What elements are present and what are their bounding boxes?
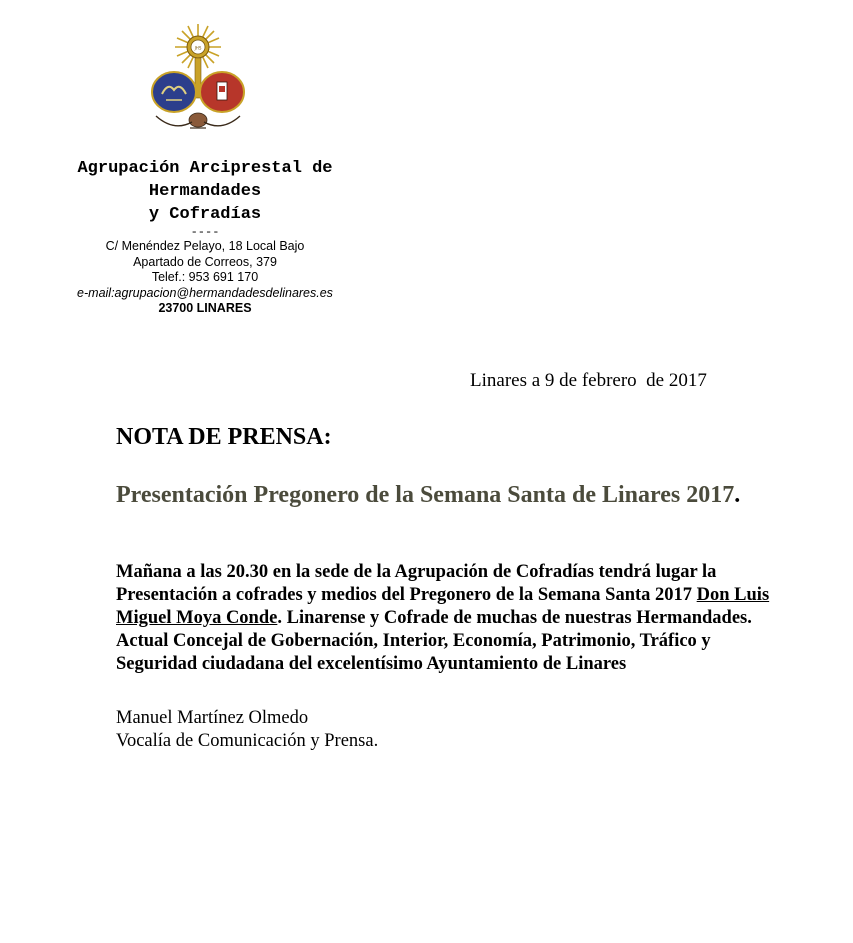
press-note-title: NOTA DE PRENSA: (116, 424, 332, 450)
headline-text: Presentación Pregonero de la Semana Santa de Linares 2017 (116, 482, 735, 508)
letterhead-phone: Telef.: 953 691 170 (151, 270, 259, 284)
letterhead-postal-city: 23700 LINARES (158, 301, 252, 315)
letterhead-po-box: Apartado de Correos, 379 (133, 254, 277, 269)
body-line-2 (116, 584, 828, 607)
body-line-1: Mañana a las 20.30 en la sede de la Agrupación de Cofradías tendrá lugar la (116, 562, 717, 582)
press-body (116, 561, 828, 676)
signature (116, 707, 378, 753)
pregonero-name-part-2: Miguel Moya Conde (116, 608, 278, 628)
signature-role: Vocalía de Comunicación y Prensa. (116, 731, 379, 751)
svg-text:JHS: JHS (194, 45, 202, 51)
org-name-line-1: Agrupación Arciprestal de (77, 159, 333, 178)
org-name-line-3: y Cofradías (148, 205, 262, 224)
body-line-2-text: Presentación a cofrades y medios del Pregonero de la Semana Santa 2017 (116, 585, 697, 605)
body-line-3 (116, 607, 828, 630)
headline-period: . (734, 482, 741, 508)
letterhead (40, 157, 370, 317)
date-line: Linares a 9 de febrero de 2017 (470, 370, 707, 391)
emblem-icon (148, 20, 248, 136)
body-line-4: Actual Concejal de Gobernación, Interior, Economía, Patrimonio, Tráfico y (116, 631, 711, 651)
brotherhood-emblem (148, 20, 248, 136)
headline (116, 482, 740, 509)
body-line-5: Seguridad ciudadana del excelentísimo Ayuntamiento de Linares (116, 654, 627, 674)
body-line-3-text: . Linarense y Cofrade de muchas de nuestras Hermandades. (277, 608, 752, 628)
letterhead-address: C/ Menéndez Pelayo, 18 Local Bajo (105, 239, 305, 253)
letterhead-email: e-mail:agrupacion@hermandadesdelinares.es (77, 285, 333, 300)
letterhead-separator: ---- (190, 225, 220, 239)
pregonero-name-part-1: Don Luis (696, 585, 770, 605)
signature-name: Manuel Martínez Olmedo (116, 708, 309, 728)
org-name-line-2: Hermandades (148, 182, 262, 201)
